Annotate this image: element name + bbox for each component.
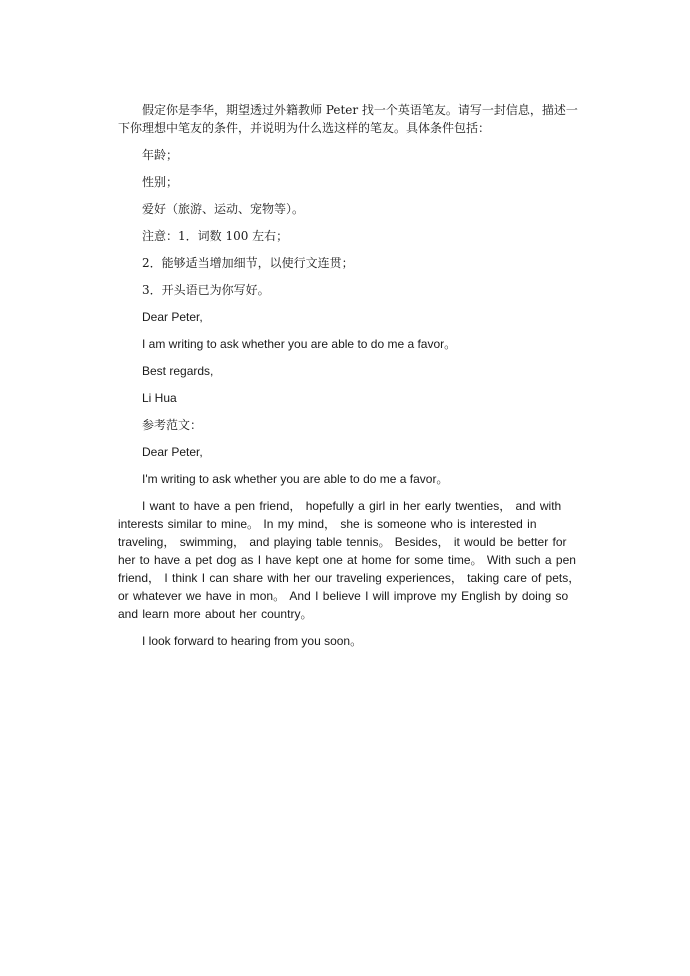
condition-gender: 性别；: [142, 175, 179, 189]
note-opening: 3．开头语已为你写好。: [142, 283, 270, 297]
condition-age: 年龄；: [142, 148, 179, 162]
document-content: [118, 101, 588, 659]
template-salutation: Dear Peter,: [142, 310, 203, 324]
prompt-paragraph: 假定你是李华，期望透过外籍教师 Peter 找一个英语笔友。请写一封信息，描述一下你理想中笔友的条件，并说明为什么选这样的笔友。具体条件包括：: [118, 103, 578, 135]
sample-salutation: Dear Peter,: [142, 445, 203, 459]
sample-label: 参考范文：: [142, 418, 203, 432]
template-signature: Li Hua: [142, 391, 177, 405]
sample-opening: I'm writing to ask whether you are able to do me a favor。: [142, 472, 449, 486]
sample-ending: I look forward to hearing from you soon。: [142, 634, 363, 648]
sample-body-paragraph: I want to have a pen friend， hopefully a girl in her early twenties， and with interests similar to mine。 In my mind， she is someone who is interested in traveling， swimming， and playing table tennis。 Besides， it would be better for her to have a pet dog as I have kept one at home for some time。 With such a pen friend， I think I can share with her our traveling experiences， taking care of pets， or whatever we have in mon。 And I believe I will improve my English by doing so and learn more about her country。: [118, 499, 581, 621]
template-closing: Best regards,: [142, 364, 214, 378]
note-details: 2．能够适当增加细节，以使行文连贯；: [142, 256, 354, 270]
condition-hobbies: 爱好（旅游、运动、宠物等）。: [142, 202, 305, 216]
template-opening: I am writing to ask whether you are able to do me a favor。: [142, 337, 457, 351]
note-word-count: 注意：1．词数 100 左右；: [142, 229, 289, 243]
